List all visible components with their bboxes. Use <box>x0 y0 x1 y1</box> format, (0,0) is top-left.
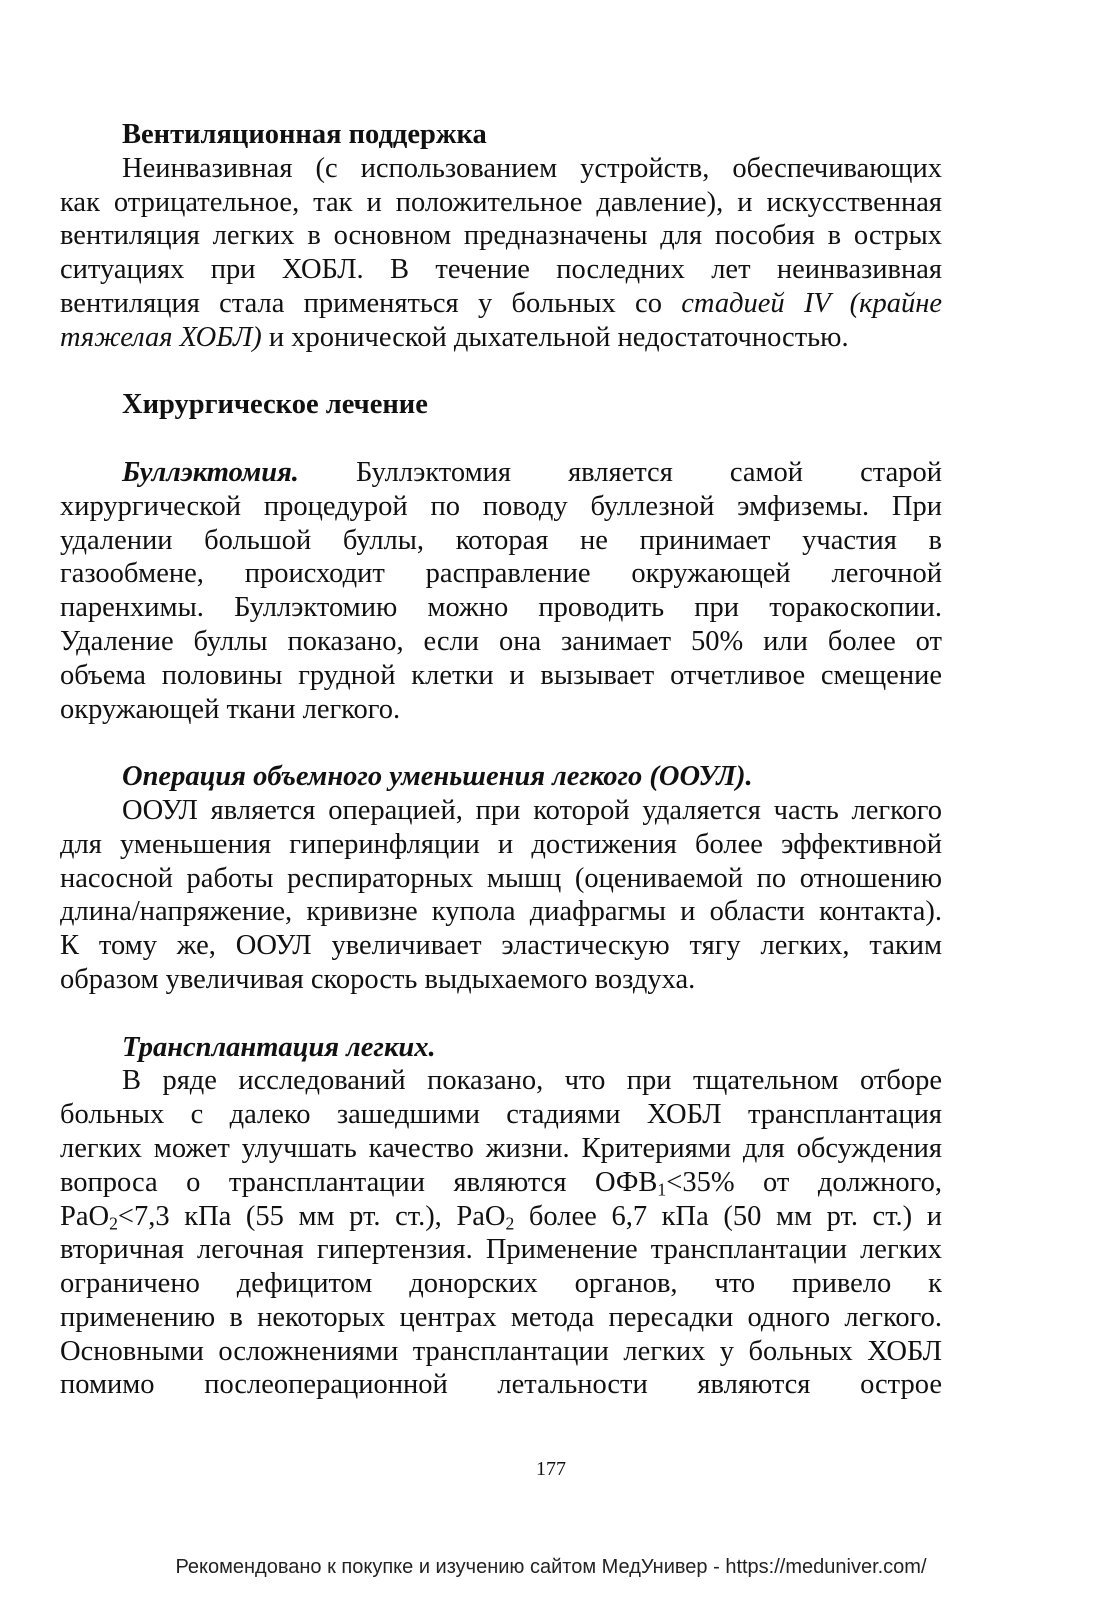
paragraph-line: образом увеличивая скорость выдыхаемого воздуха. <box>60 963 696 995</box>
paragraph-line <box>60 321 942 355</box>
paragraph-line <box>60 1166 942 1200</box>
page-body <box>60 118 942 1402</box>
text-run: вентиляция стала применяться у больных со <box>60 287 682 319</box>
text-run: и хронической дыхательной недостаточностью. <box>261 321 849 353</box>
subscript: 2 <box>505 1212 515 1233</box>
paragraph-line: ситуациях при ХОБЛ. В течение последних лет неинвазивная <box>60 254 942 286</box>
page-number: 177 <box>536 1458 566 1480</box>
paragraph-line: ООУЛ является операцией, при которой удаляется часть легкого <box>122 794 942 826</box>
text-run: Буллэктомия является самой старой <box>298 456 942 488</box>
paragraph-line: вентиляция легких в основном предназначены для пособия в острых <box>60 220 942 252</box>
paragraph-line: Неинвазивная (с использованием устройств, обеспечивающих <box>122 152 942 184</box>
paragraph-line: как отрицательное, так и положительное давление), и искусственная <box>60 186 942 218</box>
paragraph-line: больных с далеко зашедшими стадиями ХОБЛ трансплантация <box>60 1099 942 1131</box>
paragraph-line: В ряде исследований показано, что при тщательном отборе <box>122 1065 942 1097</box>
paragraph-line <box>60 287 942 321</box>
paragraph-line: длина/напряжение, кривизне купола диафрагмы и области контакта). <box>60 896 942 928</box>
paragraph-line: К тому же, ООУЛ увеличивает эластическую тягу легких, таким <box>60 930 942 962</box>
paragraph-line: газообмене, происходит расправление окружающей легочной <box>60 558 942 590</box>
footer-note: Рекомендовано к покупке и изучению сайтом МедУнивер - https://meduniver.com/ <box>175 1556 927 1578</box>
paragraph-line: легких может улучшать качество жизни. Критериями для обсуждения <box>60 1132 942 1164</box>
paragraph-line: Удаление буллы показано, если она занимает 50% или более от <box>60 625 942 657</box>
paragraph-line: помимо послеоперационной летальности являются острое <box>60 1369 942 1401</box>
paragraph-line: паренхимы. Буллэктомию можно проводить при торакоскопии. <box>60 592 942 624</box>
text-run: PaO <box>60 1200 110 1232</box>
italic-text-run: тяжелая ХОБЛ) <box>60 321 262 353</box>
text-run: более 6,7 кПа (50 мм рт. ст.) и <box>514 1200 942 1232</box>
italic-text-run: стадией IV (крайне <box>681 287 942 319</box>
paragraph-line: объема половины грудной клетки и вызывает отчетливое смещение <box>60 659 942 691</box>
paragraph-line: для уменьшения гиперинфляции и достижения более эффективной <box>60 828 942 860</box>
paragraph-line <box>60 456 942 490</box>
paragraph-line: вторичная легочная гипертензия. Применение трансплантации легких <box>60 1234 942 1266</box>
section-heading-surgery: Хирургическое лечение <box>122 389 428 421</box>
subscript: 2 <box>109 1212 118 1233</box>
paragraph-line: применению в некоторых центрах метода пересадки одного легкого. <box>60 1301 942 1333</box>
paragraph-line: удалении большой буллы, которая не принимает участия в <box>60 524 942 556</box>
subsection-title-transplant: Трансплантация легких. <box>122 1031 436 1063</box>
subsection-title-lvrs: Операция объемного уменьшения легкого (ООУЛ). <box>122 761 753 793</box>
paragraph-line: хирургической процедурой по поводу буллезной эмфиземы. При <box>60 490 942 522</box>
paragraph-line: Основными осложнениями трансплантации легких у больных ХОБЛ <box>60 1335 942 1367</box>
paragraph-line: ограничено дефицитом донорских органов, что привело к <box>60 1268 942 1300</box>
subsection-title-bullectomy: Буллэктомия. <box>122 456 299 488</box>
text-run: <7,3 кПа (55 мм рт. ст.), PaO <box>117 1200 506 1232</box>
subscript: 1 <box>657 1179 667 1200</box>
section-heading-ventilation: Вентиляционная поддержка <box>122 119 487 150</box>
text-run: <35% от должного, <box>666 1166 942 1198</box>
paragraph-line: окружающей ткани легкого. <box>60 693 401 725</box>
paragraph-line: насосной работы респираторных мышц (оцениваемой по отношению <box>60 862 942 894</box>
text-run: вопроса о трансплантации являются ОФВ <box>60 1166 658 1198</box>
paragraph-line <box>60 1200 942 1234</box>
